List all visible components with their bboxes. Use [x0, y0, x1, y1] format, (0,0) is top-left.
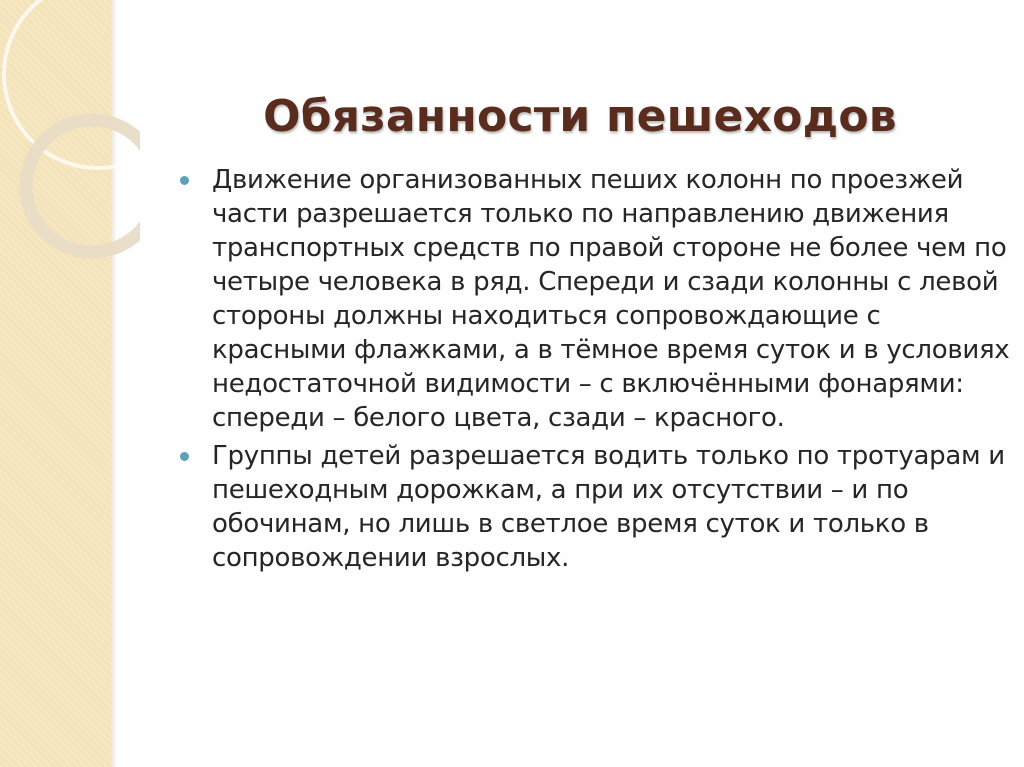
- bullet-dot-icon: [180, 452, 189, 461]
- slide-title: Обязанности пешеходов: [263, 91, 897, 143]
- bullet-dot-icon: [180, 176, 189, 185]
- bullet-item: [180, 163, 1010, 435]
- decorative-rings: [0, 0, 140, 280]
- decorative-ring-large: [4, 0, 140, 168]
- bullet-text: Группы детей разрешается водить только по тротуарам и пешеходным дорожкам, а при их отсутствии – и по обочинам, но лишь в светлое время суток и только в сопровождении взрослых.: [212, 441, 1005, 573]
- bullet-text: Движение организованных пеших колонн по проезжей части разрешается только по направлению движения транспортных средств по правой стороне не более чем по четыре человека в ряд. Спереди и сзади колонны с левой стороны должны находиться сопровождающие с красными флажками, а в тёмное время суток и в условиях недостаточной видимости – с включёнными фонарями: спереди – белого цвета, сзади – красного.: [212, 165, 1010, 433]
- bullet-item: [180, 439, 1010, 575]
- bullet-list: [180, 163, 1010, 579]
- decorative-ring-small: [26, 120, 140, 252]
